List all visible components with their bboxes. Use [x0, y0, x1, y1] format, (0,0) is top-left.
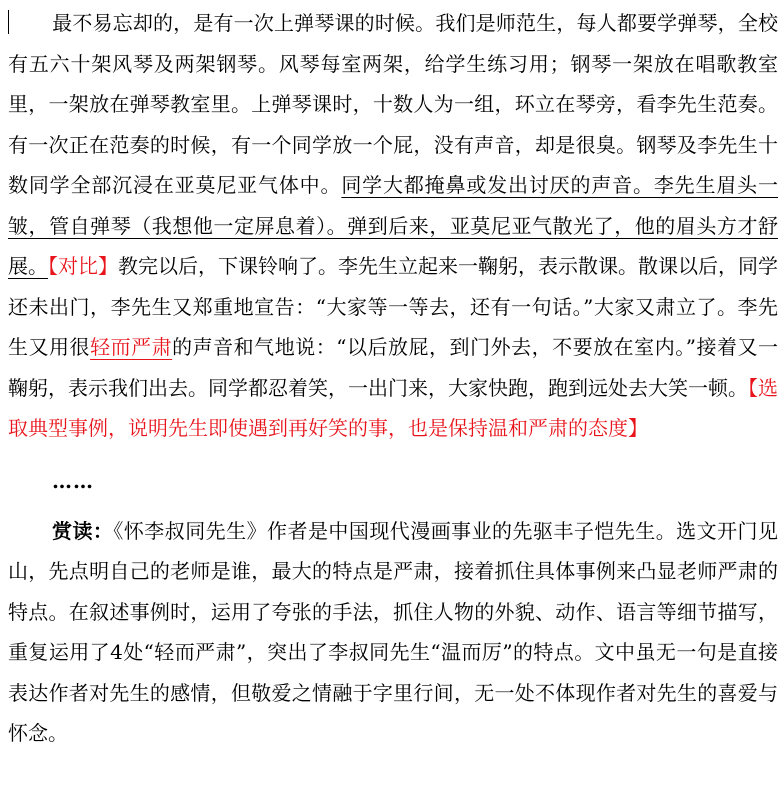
- ellipsis: ……: [52, 468, 94, 493]
- review-label: 赏读：: [52, 518, 114, 543]
- text-cursor: [8, 10, 9, 34]
- underlined-passage: 同学大都掩鼻或发出讨厌的声音。李先生眉头一皱，管自弹琴（我想他一定屏息着）。弹到后来，亚莫尼亚气散光了，他的眉头方才舒展。: [8, 173, 779, 278]
- annotation-example: 【选取典型事例，说明先生即使遇到再好笑的事，也是保持温和严肃的态度】: [8, 375, 778, 440]
- story-text-1: 最不易忘却的，是有一次上弹琴课的时候。我们是师范生，每人都要学弹琴，全校有五六十架风琴及两架钢琴。风琴每室两架，给学生练习用；钢琴一架放在唱歌教室里，一架放在弹琴教室里。上弹琴课时，十数人为一组，环立在琴旁，看李先生范奏。有一次正在范奏的时候，有一个同学放一个屁，没有声音，却是很臭。钢琴及李先生十数同学全部沉浸在亚莫尼亚气体中。: [8, 11, 778, 197]
- review-text: 《怀李叔同先生》作者是中国现代漫画事业的先驱丰子恺先生。选文开门见山，先点明自己的老师是谁，最大的特点是严肃，接着抓住具体事例来凸显老师严肃的特点。在叙述事例时，运用了夸张的手法，抓住人物的外貌、动作、语言等细节描写，重复运用了4处“轻而严肃”，突出了李叔同先生“温而厉”的特点。文中虽无一句是直接表达作者对先生的感情，但敬爱之情融于字里行间，无一处不体现作者对先生的喜爱与怀念。: [8, 518, 779, 745]
- story-paragraph: [8, 3, 778, 449]
- annotation-contrast: 【对比】: [48, 254, 118, 278]
- story-text-3: 的声音和气地说：“以后放屁，到门外去，不要放在室内。”接着又一鞠躬，表示我们出去。同学都忍着笑，一出门来，大家快跑，跑到远处去大笑一顿。: [8, 335, 779, 400]
- keyword-highlight: 轻而严肃: [90, 335, 173, 359]
- review-paragraph: [8, 511, 778, 754]
- document-body: [8, 3, 778, 754]
- story-text-2: 教完以后，下课铃响了。李先生立起来一鞠躬，表示散课。散课以后，同学还未出门，李先生又郑重地宣告：“大家等一等去，还有一句话。”大家又肃立了。李先生又用很: [8, 254, 778, 359]
